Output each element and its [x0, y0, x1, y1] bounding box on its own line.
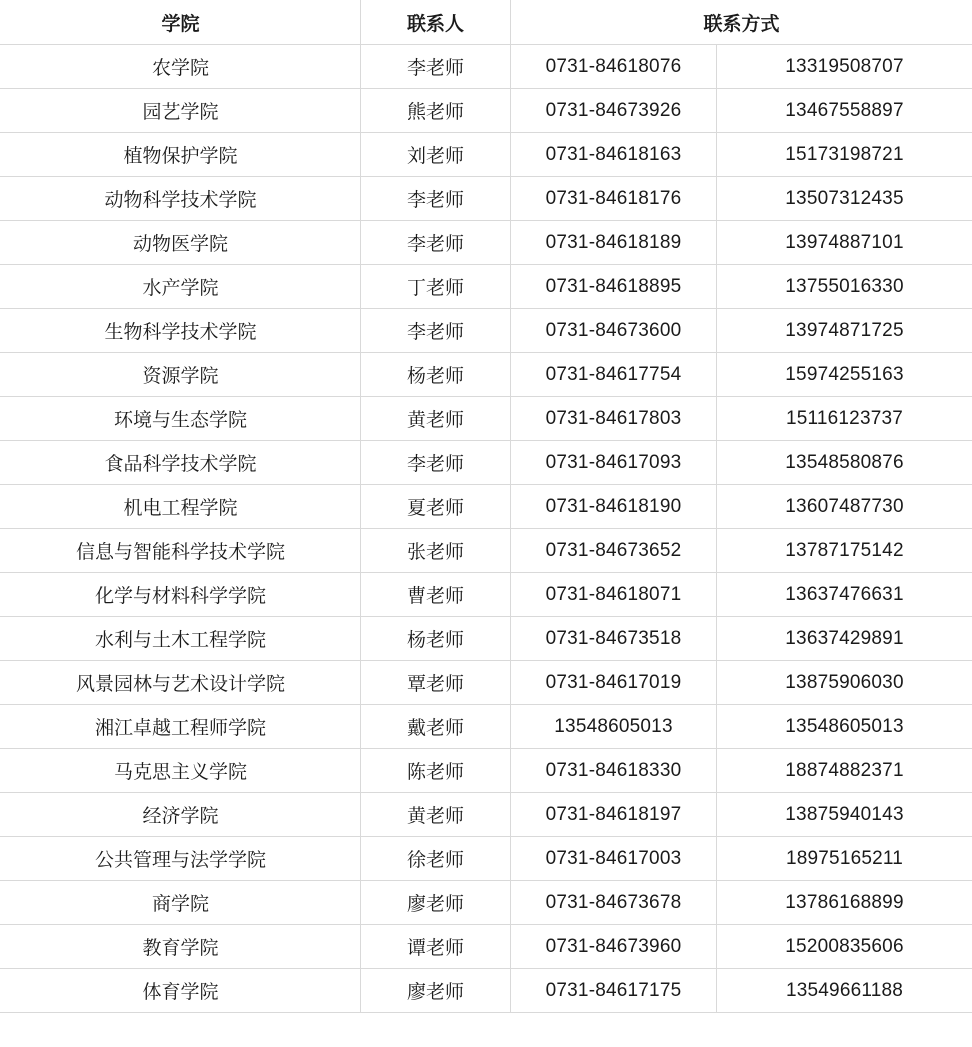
cell-college: 动物医学院 — [1, 221, 361, 265]
cell-contact: 张老师 — [361, 529, 511, 573]
cell-contact: 杨老师 — [361, 617, 511, 661]
cell-contact: 杨老师 — [361, 353, 511, 397]
table-row — [1, 485, 972, 529]
cell-contact: 李老师 — [361, 177, 511, 221]
cell-college: 食品科学技术学院 — [1, 441, 361, 485]
cell-college: 经济学院 — [1, 793, 361, 837]
cell-phone-office: 0731-84618071 — [511, 573, 717, 617]
column-header-contact: 联系人 — [361, 1, 511, 45]
cell-phone-mobile: 13467558897 — [717, 89, 972, 133]
cell-phone-office: 0731-84617093 — [511, 441, 717, 485]
cell-phone-mobile: 13974871725 — [717, 309, 972, 353]
cell-phone-office: 0731-84673518 — [511, 617, 717, 661]
table-row — [1, 837, 972, 881]
cell-phone-office: 0731-84618176 — [511, 177, 717, 221]
table-row — [1, 793, 972, 837]
cell-phone-mobile: 13607487730 — [717, 485, 972, 529]
table-row — [1, 89, 972, 133]
cell-college: 湘江卓越工程师学院 — [1, 705, 361, 749]
cell-contact: 廖老师 — [361, 969, 511, 1013]
table-row — [1, 177, 972, 221]
cell-contact: 丁老师 — [361, 265, 511, 309]
cell-contact: 黄老师 — [361, 397, 511, 441]
cell-phone-office: 0731-84618076 — [511, 45, 717, 89]
cell-phone-mobile: 13548605013 — [717, 705, 972, 749]
cell-contact: 熊老师 — [361, 89, 511, 133]
cell-college: 农学院 — [1, 45, 361, 89]
cell-phone-office: 0731-84673600 — [511, 309, 717, 353]
cell-phone-office: 0731-84617803 — [511, 397, 717, 441]
cell-phone-mobile: 15200835606 — [717, 925, 972, 969]
cell-phone-mobile: 13319508707 — [717, 45, 972, 89]
cell-phone-office: 0731-84618330 — [511, 749, 717, 793]
cell-phone-office: 0731-84617003 — [511, 837, 717, 881]
cell-college: 水利与土木工程学院 — [1, 617, 361, 661]
table-row — [1, 969, 972, 1013]
table-row — [1, 309, 972, 353]
cell-contact: 黄老师 — [361, 793, 511, 837]
cell-phone-office: 0731-84673652 — [511, 529, 717, 573]
table-row — [1, 749, 972, 793]
table-row — [1, 353, 972, 397]
cell-college: 生物科学技术学院 — [1, 309, 361, 353]
cell-phone-mobile: 13507312435 — [717, 177, 972, 221]
table-row — [1, 441, 972, 485]
table-row — [1, 573, 972, 617]
table-header — [1, 1, 972, 45]
cell-contact: 徐老师 — [361, 837, 511, 881]
column-header-college: 学院 — [1, 1, 361, 45]
cell-contact: 谭老师 — [361, 925, 511, 969]
table-row — [1, 705, 972, 749]
cell-contact: 廖老师 — [361, 881, 511, 925]
cell-contact: 李老师 — [361, 45, 511, 89]
cell-contact: 曹老师 — [361, 573, 511, 617]
table-row — [1, 617, 972, 661]
cell-contact: 刘老师 — [361, 133, 511, 177]
cell-phone-mobile: 13637476631 — [717, 573, 972, 617]
cell-phone-office: 0731-84618895 — [511, 265, 717, 309]
cell-phone-mobile: 13786168899 — [717, 881, 972, 925]
cell-college: 风景园林与艺术设计学院 — [1, 661, 361, 705]
cell-phone-office: 0731-84673678 — [511, 881, 717, 925]
cell-phone-mobile: 13549661188 — [717, 969, 972, 1013]
cell-college: 教育学院 — [1, 925, 361, 969]
cell-college: 环境与生态学院 — [1, 397, 361, 441]
cell-college: 公共管理与法学学院 — [1, 837, 361, 881]
cell-phone-mobile: 13548580876 — [717, 441, 972, 485]
table-row — [1, 661, 972, 705]
table-row — [1, 45, 972, 89]
cell-college: 体育学院 — [1, 969, 361, 1013]
cell-phone-office: 0731-84618189 — [511, 221, 717, 265]
cell-phone-mobile: 13637429891 — [717, 617, 972, 661]
cell-phone-office: 0731-84673960 — [511, 925, 717, 969]
cell-phone-mobile: 13875940143 — [717, 793, 972, 837]
cell-phone-mobile: 13787175142 — [717, 529, 972, 573]
table-row — [1, 265, 972, 309]
cell-contact: 戴老师 — [361, 705, 511, 749]
cell-college: 动物科学技术学院 — [1, 177, 361, 221]
cell-contact: 李老师 — [361, 221, 511, 265]
cell-phone-office: 0731-84618190 — [511, 485, 717, 529]
cell-college: 信息与智能科学技术学院 — [1, 529, 361, 573]
table-row — [1, 925, 972, 969]
table-row — [1, 133, 972, 177]
table-body — [1, 45, 972, 1013]
cell-phone-mobile: 13875906030 — [717, 661, 972, 705]
cell-phone-office: 0731-84673926 — [511, 89, 717, 133]
cell-contact: 陈老师 — [361, 749, 511, 793]
table-row — [1, 397, 972, 441]
cell-phone-mobile: 18975165211 — [717, 837, 972, 881]
cell-phone-mobile: 13755016330 — [717, 265, 972, 309]
cell-phone-office: 13548605013 — [511, 705, 717, 749]
table-row — [1, 881, 972, 925]
table-row — [1, 221, 972, 265]
cell-phone-mobile: 15974255163 — [717, 353, 972, 397]
cell-college: 水产学院 — [1, 265, 361, 309]
column-header-contact-method: 联系方式 — [511, 1, 972, 45]
cell-phone-mobile: 13974887101 — [717, 221, 972, 265]
cell-college: 机电工程学院 — [1, 485, 361, 529]
cell-phone-mobile: 15173198721 — [717, 133, 972, 177]
cell-contact: 覃老师 — [361, 661, 511, 705]
cell-phone-office: 0731-84618163 — [511, 133, 717, 177]
cell-college: 植物保护学院 — [1, 133, 361, 177]
cell-phone-office: 0731-84617754 — [511, 353, 717, 397]
cell-college: 园艺学院 — [1, 89, 361, 133]
cell-college: 商学院 — [1, 881, 361, 925]
cell-phone-mobile: 15116123737 — [717, 397, 972, 441]
cell-college: 马克思主义学院 — [1, 749, 361, 793]
cell-phone-mobile: 18874882371 — [717, 749, 972, 793]
table-row — [1, 529, 972, 573]
cell-contact: 李老师 — [361, 441, 511, 485]
cell-college: 化学与材料科学学院 — [1, 573, 361, 617]
cell-contact: 夏老师 — [361, 485, 511, 529]
cell-college: 资源学院 — [1, 353, 361, 397]
table-header-row — [1, 1, 972, 45]
cell-phone-office: 0731-84617175 — [511, 969, 717, 1013]
cell-contact: 李老师 — [361, 309, 511, 353]
cell-phone-office: 0731-84618197 — [511, 793, 717, 837]
cell-phone-office: 0731-84617019 — [511, 661, 717, 705]
